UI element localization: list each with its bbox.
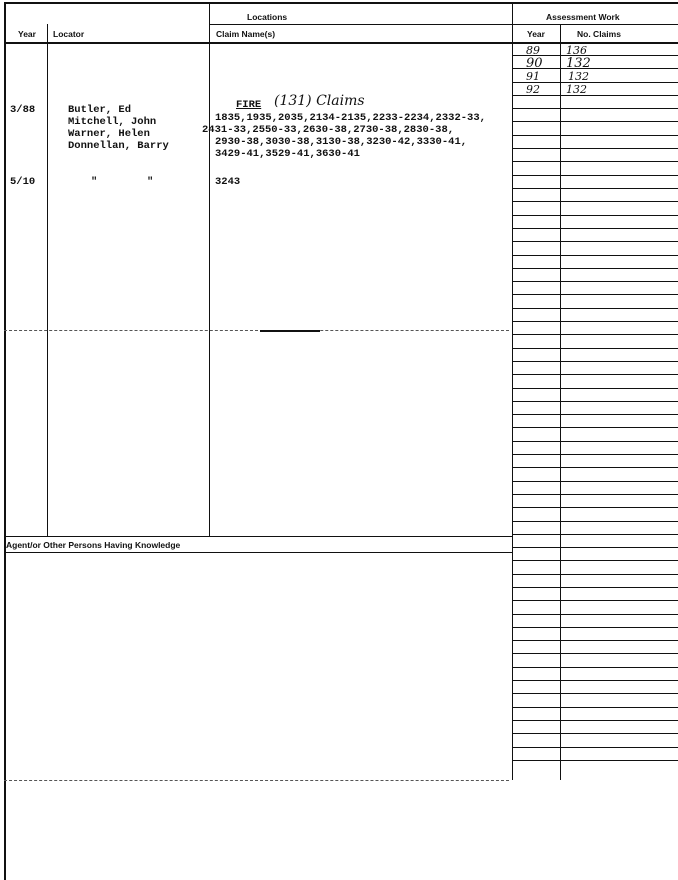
- aw-year-value: 91: [526, 70, 540, 83]
- aw-row-line: [512, 521, 678, 522]
- locator-header: Locator: [53, 29, 85, 39]
- aw-year-header: Year: [527, 29, 545, 39]
- locator-name: Butler, Ed: [68, 104, 132, 116]
- aw-row-line: [512, 334, 678, 335]
- ditto-mark: ": [147, 176, 154, 188]
- aw-row-line: [512, 308, 678, 309]
- aw-row-line: [512, 161, 678, 162]
- aw-row-line: [512, 640, 678, 641]
- aw-row-line: [512, 627, 678, 628]
- aw-year-value: 89: [526, 44, 540, 57]
- aw-row-line: [512, 693, 678, 694]
- agent-header: Agent/or Other Persons Having Knowledge: [6, 540, 181, 550]
- aw-row-line: [512, 215, 678, 216]
- left-border: [4, 3, 6, 880]
- aw-claims-value: 132: [566, 83, 587, 96]
- aw-row-line: [512, 574, 678, 575]
- aw-row-line: [512, 534, 678, 535]
- aw-row-line: [512, 414, 678, 415]
- aw-row-line: [512, 321, 678, 322]
- aw-row-line: [512, 108, 678, 109]
- aw-row-line: [512, 760, 678, 761]
- assessment-work-header: Assessment Work: [546, 12, 620, 22]
- aw-row-line: [512, 667, 678, 668]
- aw-row-line: [512, 121, 678, 122]
- aw-row-line: [512, 481, 678, 482]
- aw-row-line: [512, 707, 678, 708]
- aw-row-line: [512, 653, 678, 654]
- aw-row-line: [512, 733, 678, 734]
- aw-row-line: [512, 467, 678, 468]
- ditto-mark: ": [91, 176, 98, 188]
- aw-row-line: [512, 720, 678, 721]
- aw-row-line: [512, 388, 678, 389]
- aw-row-line: [512, 188, 678, 189]
- aw-row-line: [512, 747, 678, 748]
- aw-claims-value: 132: [566, 56, 591, 71]
- entry-year: 5/10: [10, 176, 36, 188]
- aw-row-line: [512, 547, 678, 548]
- agent-header-line: [4, 552, 512, 553]
- claim-numbers-line: 3429-41,3529-41,3630-41: [215, 148, 360, 160]
- locator-name: Warner, Helen: [68, 128, 150, 140]
- aw-row-line: [512, 201, 678, 202]
- claim-numbers-line: 1835,1935,2035,2134-2135,2233-2234,2332-33,: [215, 112, 486, 124]
- aw-row-line: [512, 560, 678, 561]
- aw-row-line: [512, 361, 678, 362]
- year-header: Year: [18, 29, 36, 39]
- aw-row-line: [512, 175, 678, 176]
- aw-row-line: [512, 441, 678, 442]
- aw-row-line: [512, 454, 678, 455]
- aw-row-line: [512, 95, 678, 96]
- locator-name: Mitchell, John: [68, 116, 157, 128]
- bottom-dashed-line: [4, 780, 509, 781]
- claim-numbers-line: 3243: [215, 176, 241, 188]
- aw-year-value: 90: [526, 56, 543, 71]
- claim-handwritten-note: (131) Claims: [274, 93, 365, 109]
- aw-row-line: [512, 241, 678, 242]
- entry-year: 3/88: [10, 104, 36, 116]
- aw-row-line: [512, 374, 678, 375]
- aw-row-line: [512, 228, 678, 229]
- top-border: [4, 2, 678, 4]
- aw-row-line: [512, 401, 678, 402]
- aw-claims-value: 136: [566, 44, 587, 57]
- header-divider: [210, 24, 678, 25]
- claim-numbers-line: 2930-38,3030-38,3130-38,3230-42,3330-41,: [215, 136, 468, 148]
- aw-year-value: 92: [526, 83, 540, 96]
- aw-row-line: [512, 255, 678, 256]
- no-claims-header: No. Claims: [577, 29, 621, 39]
- locations-header: Locations: [247, 12, 288, 22]
- aw-row-line: [512, 55, 678, 56]
- col-line-locator: [209, 3, 210, 536]
- aw-row-line: [512, 614, 678, 615]
- aw-row-line: [512, 680, 678, 681]
- aw-row-line: [512, 348, 678, 349]
- aw-row-line: [512, 294, 678, 295]
- col-line-claims: [512, 3, 513, 780]
- claim-title: FIRE: [236, 99, 262, 111]
- dash-solid-segment: [260, 330, 320, 332]
- aw-row-line: [512, 281, 678, 282]
- locator-name: Donnellan, Barry: [68, 140, 169, 152]
- aw-row-line: [512, 427, 678, 428]
- claim-numbers-line: 2431-33,2550-33,2630-38,2730-38,2830-38,: [202, 124, 455, 136]
- dashed-separator: [4, 330, 509, 331]
- aw-row-line: [512, 494, 678, 495]
- aw-row-line: [512, 268, 678, 269]
- agent-top-line: [4, 536, 512, 537]
- col-line-year: [47, 24, 48, 536]
- aw-row-line: [512, 600, 678, 601]
- aw-row-line: [512, 587, 678, 588]
- aw-row-line: [512, 135, 678, 136]
- aw-claims-value: 132: [568, 70, 589, 83]
- aw-row-line: [512, 148, 678, 149]
- aw-row-line: [512, 507, 678, 508]
- aw-row-line: [512, 68, 678, 69]
- claim-names-header: Claim Name(s): [216, 29, 276, 39]
- aw-row-line: [512, 82, 678, 83]
